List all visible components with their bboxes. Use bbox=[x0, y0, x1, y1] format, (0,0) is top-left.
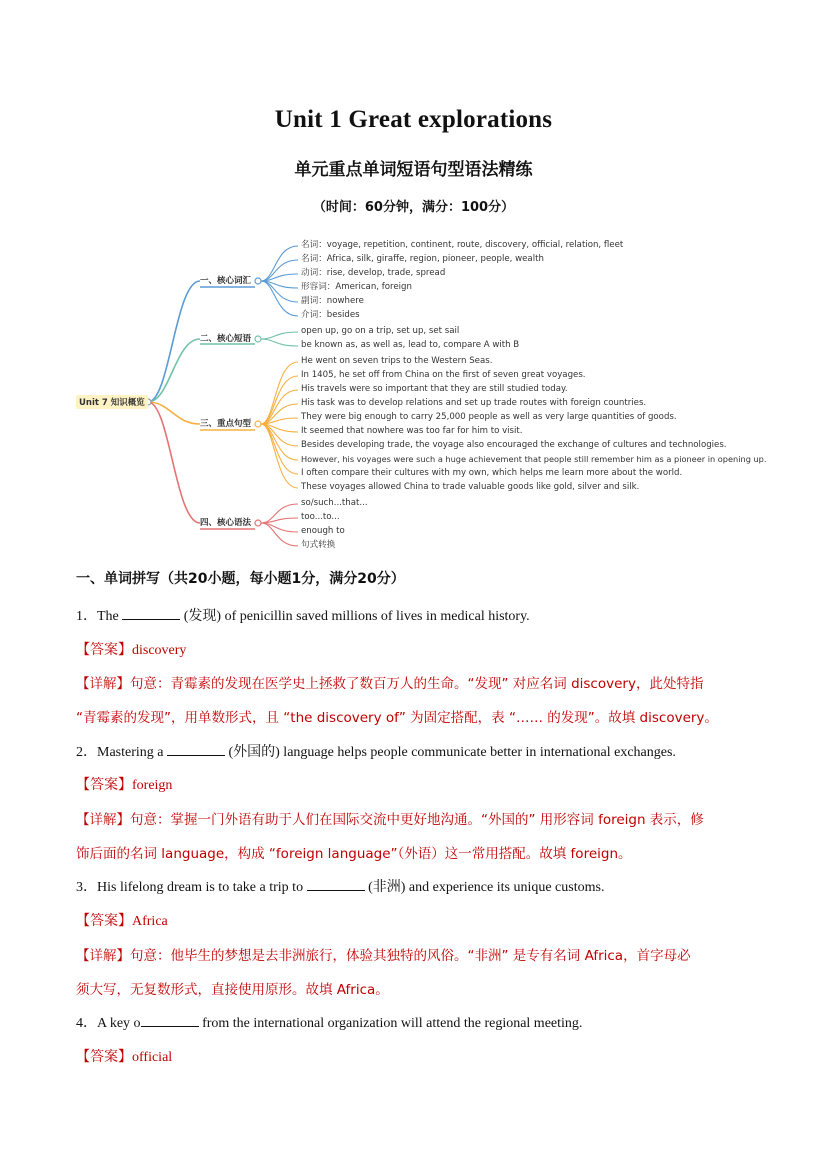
phrase-item: open up, go on a trip, set up, set sail bbox=[301, 326, 460, 336]
vocab-item: 副词：nowhere bbox=[301, 296, 364, 306]
connector-branch-2 bbox=[148, 339, 200, 402]
sentence-item: I often compare their cultures with my own, which helps me learn more about the world. bbox=[301, 468, 683, 478]
connector-branch-4 bbox=[148, 402, 200, 523]
detail-tag: 【详解】 bbox=[76, 676, 130, 692]
detail-tag: 【详解】 bbox=[76, 948, 130, 964]
grammar-item: enough to bbox=[301, 526, 345, 536]
answer-4 bbox=[76, 1046, 172, 1066]
answer-text: official bbox=[132, 1050, 173, 1065]
branch-label-phrases: 二、核心短语 bbox=[200, 334, 252, 344]
detail-3-line-1 bbox=[76, 944, 691, 964]
answer-blank bbox=[167, 743, 225, 756]
sentence-item: Besides developing trade, the voyage also encouraged the exchange of cultures and technologies. bbox=[301, 440, 727, 450]
answer-1 bbox=[76, 639, 186, 659]
answer-tag: 【答案】 bbox=[76, 777, 132, 793]
detail-tag: 【详解】 bbox=[76, 812, 130, 828]
detail-3-line-2: 须大写，无复数形式，直接使用原形。故填 Africa。 bbox=[76, 982, 389, 998]
vocab-item: 名词：Africa, silk, giraffe, region, pioneer, people, wealth bbox=[301, 254, 544, 264]
answer-tag: 【答案】 bbox=[76, 913, 132, 929]
section-heading: 一、单词拼写（共20小题，每小题1分，满分20分） bbox=[76, 571, 405, 587]
detail-2-line-2: 饰后面的名词 language，构成 “foreign language”（外语）这一常用搭配。故填 foreign。 bbox=[76, 846, 632, 862]
vocab-item: 名词：voyage, repetition, continent, route, discovery, official, relation, fleet bbox=[301, 240, 624, 250]
question-number: 2． bbox=[76, 745, 97, 760]
question-number: 3． bbox=[76, 880, 97, 895]
answer-blank bbox=[122, 607, 180, 620]
connector-branch-3 bbox=[148, 402, 200, 424]
detail-text: 句意：青霉素的发现在医学史上拯救了数百万人的生命。“发现” 对应名词 discovery，此处特指 bbox=[130, 676, 704, 692]
detail-1-line-1 bbox=[76, 672, 703, 692]
sentence-item: However, his voyages were such a huge achievement that people still remember him as a pioneer in opening up. bbox=[301, 454, 767, 464]
time-note: （时间：60分钟，满分：100分） bbox=[312, 200, 515, 215]
grammar-item: too...to... bbox=[301, 512, 340, 522]
answer-text: Africa bbox=[132, 914, 168, 929]
question-number: 1． bbox=[76, 609, 97, 624]
sentence-item: In 1405, he set off from China on the first of seven great voyages. bbox=[301, 370, 586, 380]
mind-map-connectors bbox=[70, 236, 790, 556]
page-title: Unit 1 Great explorations bbox=[274, 106, 553, 133]
question-text-after: from the international organization will attend the regional meeting. bbox=[198, 1016, 583, 1031]
answer-2 bbox=[76, 774, 172, 794]
mind-map-root: Unit 7 知识概览 bbox=[76, 395, 148, 409]
detail-2-line-1 bbox=[76, 808, 704, 828]
question-2 bbox=[76, 741, 676, 761]
question-text-before: A key o bbox=[97, 1016, 141, 1031]
question-text-before: The bbox=[97, 609, 123, 624]
detail-text: 句意：掌握一门外语有助于人们在国际交流中更好地沟通。“外国的” 用形容词 foreign 表示，修 bbox=[130, 812, 704, 828]
vocab-item: 形容词：American, foreign bbox=[301, 282, 412, 292]
sentence-item: His travels were so important that they are still studied today. bbox=[301, 384, 568, 394]
question-text-before: Mastering a bbox=[97, 745, 167, 760]
question-text-before: His lifelong dream is to take a trip to bbox=[97, 880, 307, 895]
question-text-after: (发现) of penicillin saved millions of lives in medical history. bbox=[180, 609, 530, 624]
detail-1-line-2: “青霉素的发现”，用单数形式，且 “the discovery of” 为固定搭配，表 “…… 的发现”。故填 discovery。 bbox=[76, 710, 718, 726]
answer-text: discovery bbox=[132, 643, 187, 658]
sentence-item: It seemed that nowhere was too far for him to visit. bbox=[301, 426, 523, 436]
page-subtitle: 单元重点单词短语句型语法精练 bbox=[294, 160, 533, 180]
vocab-item: 介词：besides bbox=[301, 310, 360, 320]
question-text-after: (外国的) language helps people communicate better in international exchanges. bbox=[224, 745, 676, 760]
branch-label-grammar: 四、核心语法 bbox=[200, 518, 252, 528]
sentence-item: He went on seven trips to the Western Seas. bbox=[301, 356, 493, 366]
answer-3 bbox=[76, 910, 168, 930]
question-4 bbox=[76, 1012, 582, 1032]
question-1 bbox=[76, 605, 530, 625]
grammar-item: 句式转换 bbox=[301, 540, 336, 550]
answer-blank bbox=[307, 878, 365, 891]
question-3 bbox=[76, 876, 604, 896]
question-number: 4． bbox=[76, 1016, 97, 1031]
grammar-item: so/such...that... bbox=[301, 498, 368, 508]
sentence-item: They were big enough to carry 25,000 people as well as very large quantities of goods. bbox=[301, 412, 677, 422]
branch-label-sentences: 三、重点句型 bbox=[200, 419, 252, 429]
mind-map bbox=[70, 236, 790, 556]
branch-label-vocabulary: 一、核心词汇 bbox=[200, 276, 252, 286]
question-text-after: (非洲) and experience its unique customs. bbox=[364, 880, 605, 895]
answer-blank bbox=[141, 1014, 199, 1027]
detail-text: 句意：他毕生的梦想是去非洲旅行，体验其独特的风俗。“非洲” 是专有名词 Africa，首字母必 bbox=[130, 948, 691, 964]
vocab-item: 动词：rise, develop, trade, spread bbox=[301, 268, 446, 278]
answer-text: foreign bbox=[132, 778, 173, 793]
answer-tag: 【答案】 bbox=[76, 1049, 132, 1065]
sentence-item: These voyages allowed China to trade valuable goods like gold, silver and silk. bbox=[301, 482, 640, 492]
answer-tag: 【答案】 bbox=[76, 642, 132, 658]
sentence-item: His task was to develop relations and set up trade routes with foreign countries. bbox=[301, 398, 647, 408]
phrase-item: be known as, as well as, lead to, compare A with B bbox=[301, 340, 520, 350]
